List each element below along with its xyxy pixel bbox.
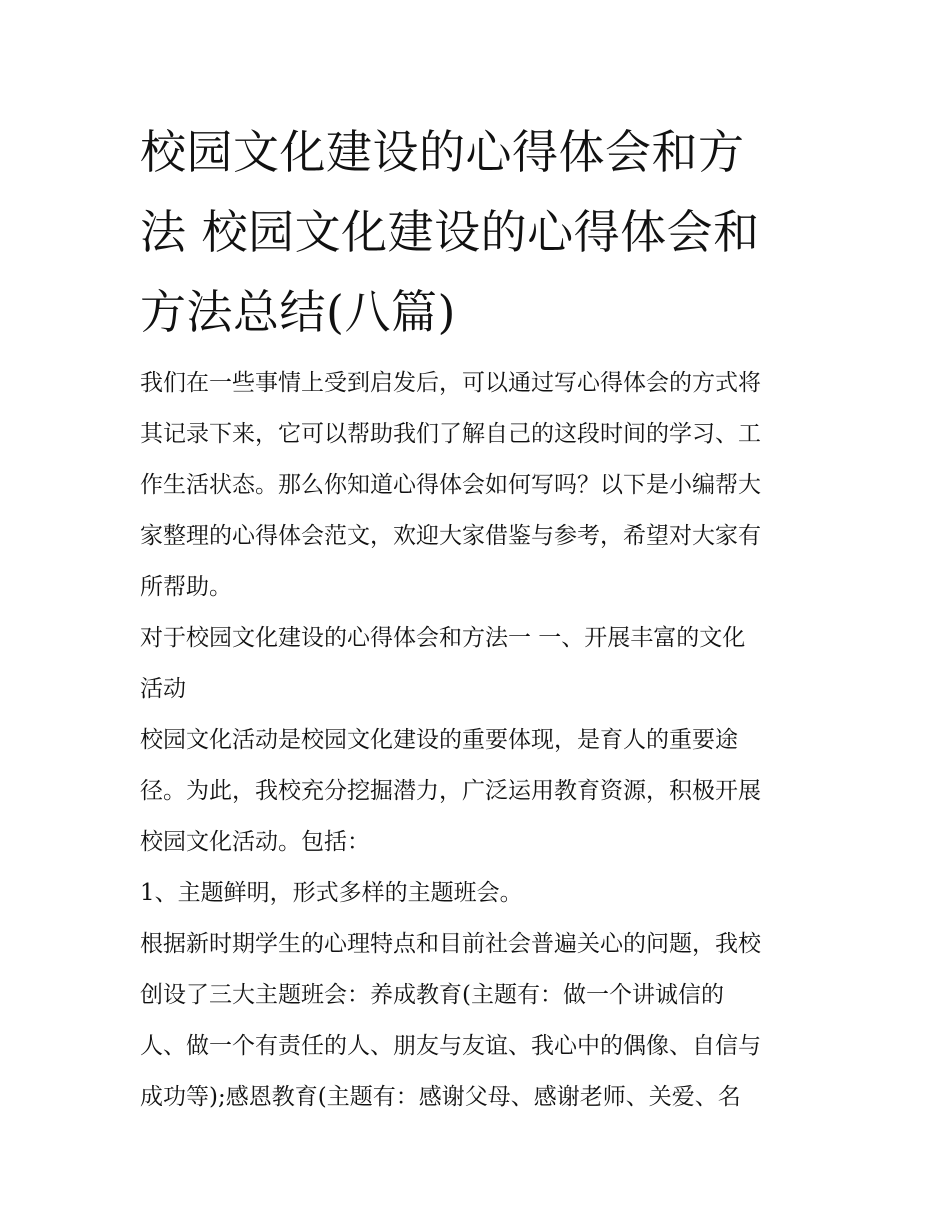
body-line: 根据新时期学生的心理特点和目前社会普遍关心的问题，我校 <box>140 931 761 957</box>
body-line: 所帮助。 <box>140 574 232 600</box>
section-heading-line: 活动 <box>140 676 186 702</box>
body-line: 校园文化活动是校园文化建设的重要体现，是育人的重要途 <box>140 727 738 753</box>
body-line: 其记录下来，它可以帮助我们了解自己的这段时间的学习、工 <box>140 421 761 447</box>
document-title <box>140 112 820 352</box>
body-line: 我们在一些事情上受到启发后，可以通过写心得体会的方式将 <box>140 370 761 396</box>
body-line: 校园文化活动。包括： <box>140 829 370 855</box>
body-line: 成功等);感恩教育(主题有：感谢父母、感谢老师、关爱、名 <box>140 1084 741 1110</box>
title-line: 方法总结(八篇) <box>140 285 456 339</box>
body-line: 作生活状态。那么你知道心得体会如何写吗？以下是小编帮大 <box>140 472 761 498</box>
title-line: 法 校园文化建设的心得体会和 <box>140 205 760 259</box>
document-body <box>140 358 820 1123</box>
body-line: 创设了三大主题班会：养成教育(主题有：做一个讲诚信的 <box>140 982 724 1008</box>
document-page <box>140 112 820 1123</box>
section-heading-line: 对于校园文化建设的心得体会和方法一 一、开展丰富的文化 <box>140 625 746 651</box>
body-line: 径。为此，我校充分挖掘潜力，广泛运用教育资源，积极开展 <box>140 778 761 804</box>
body-line: 家整理的心得体会范文，欢迎大家借鉴与参考，希望对大家有 <box>140 523 761 549</box>
body-line: 人、做一个有责任的人、朋友与友谊、我心中的偶像、自信与 <box>140 1033 761 1059</box>
list-item-line: 1、主题鲜明，形式多样的主题班会。 <box>140 880 523 906</box>
title-line: 校园文化建设的心得体会和方 <box>140 125 745 179</box>
